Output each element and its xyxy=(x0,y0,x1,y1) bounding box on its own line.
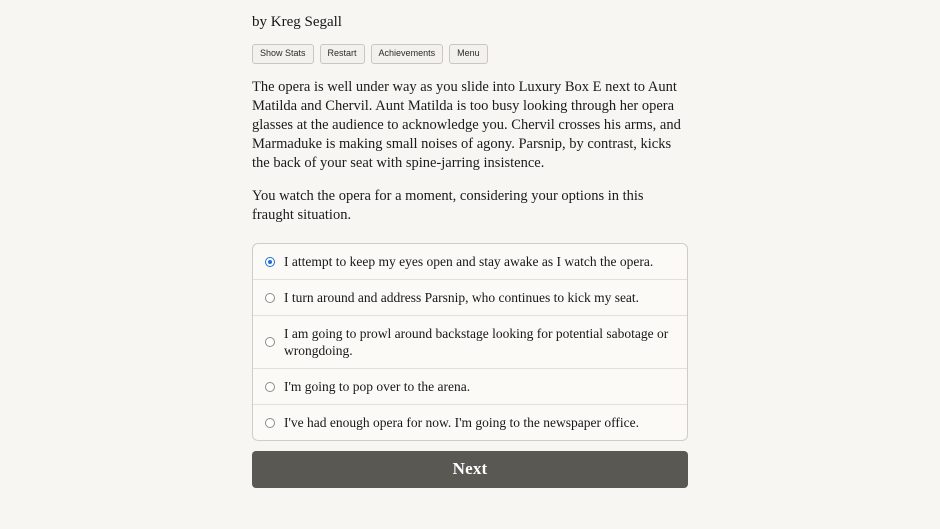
menu-button[interactable]: Menu xyxy=(449,44,488,64)
radio-icon[interactable] xyxy=(265,257,275,267)
achievements-button[interactable]: Achievements xyxy=(371,44,444,64)
author-byline: by Kreg Segall xyxy=(252,14,342,30)
radio-icon[interactable] xyxy=(265,382,275,392)
choice-label: I attempt to keep my eyes open and stay awake as I watch the opera. xyxy=(284,254,654,269)
choice-option[interactable] xyxy=(253,369,687,405)
story-paragraph: The opera is well under way as you slide into Luxury Box E next to Aunt Matilda and Chervil. Aunt Matilda is too busy looking through her opera glasses at the audience to acknowledge you. Chervil crosses his arms, and Marmaduke is making small noises of agony. Parsnip, by contrast, kicks the back of your seat with spine-jarring insistence. xyxy=(252,79,681,171)
game-toolbar xyxy=(252,44,688,64)
next-button[interactable]: Next xyxy=(252,451,688,488)
choice-option[interactable] xyxy=(253,244,687,280)
restart-button[interactable]: Restart xyxy=(320,44,365,64)
show-stats-button[interactable]: Show Stats xyxy=(252,44,314,64)
choice-label: I turn around and address Parsnip, who continues to kick my seat. xyxy=(284,290,640,305)
choice-label: I am going to prowl around backstage looking for potential sabotage or wrongdoing. xyxy=(284,326,669,358)
story-container xyxy=(252,0,688,488)
radio-icon[interactable] xyxy=(265,337,275,347)
choice-option[interactable] xyxy=(253,280,687,316)
story-text xyxy=(252,78,688,225)
story-paragraph: You watch the opera for a moment, considering your options in this fraught situation. xyxy=(252,188,644,223)
radio-icon[interactable] xyxy=(265,418,275,428)
choice-option[interactable] xyxy=(253,316,687,369)
radio-icon[interactable] xyxy=(265,293,275,303)
choice-option[interactable] xyxy=(253,405,687,440)
choice-label: I've had enough opera for now. I'm going to the newspaper office. xyxy=(284,415,640,430)
choice-label: I'm going to pop over to the arena. xyxy=(284,379,471,394)
choice-list xyxy=(252,243,688,441)
